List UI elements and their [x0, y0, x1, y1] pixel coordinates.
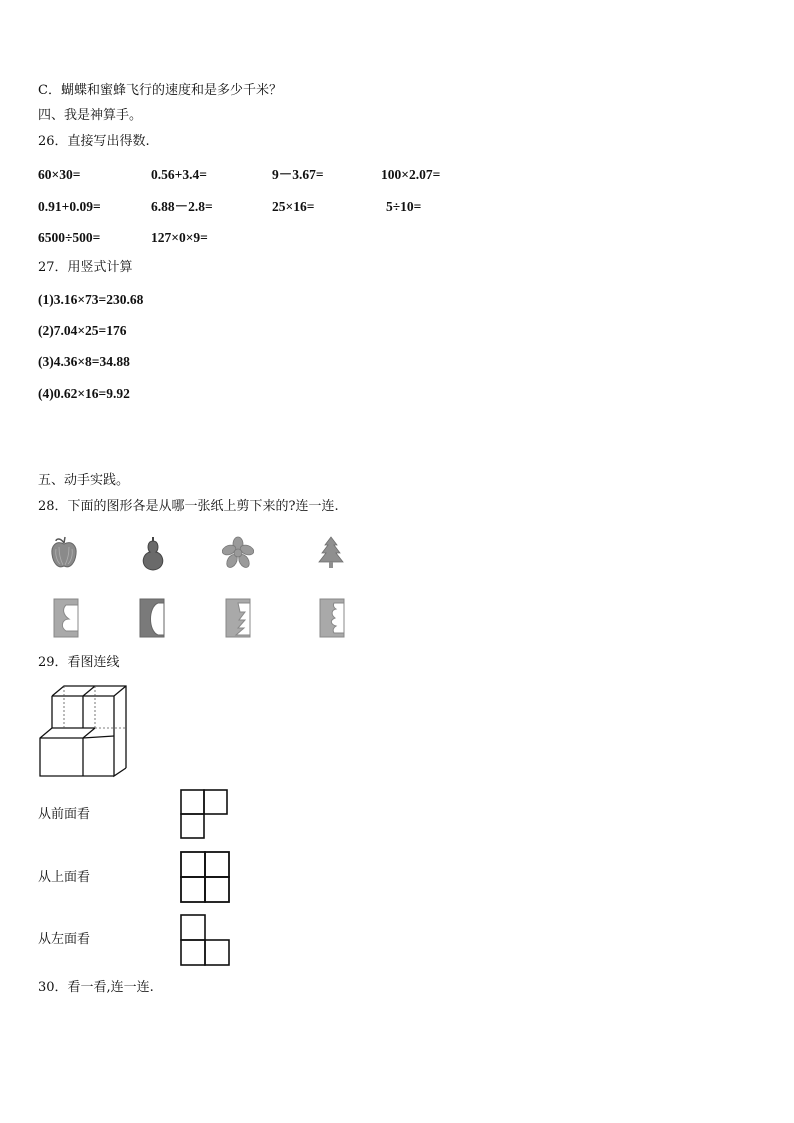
section-4-title: 四、我是神算手。 [38, 108, 143, 123]
front-view-grid [180, 789, 228, 839]
q26-item: 6500÷500= [38, 230, 101, 245]
q26-title: 26．直接写出得数. [38, 134, 150, 149]
tree-icon [316, 535, 346, 571]
flower-icon [222, 536, 254, 570]
q27-item: (2)7.04×25=176 [38, 323, 127, 338]
view-left-label: 从左面看 [38, 932, 91, 947]
view-front-label: 从前面看 [38, 807, 91, 822]
q26-item: 9－3.67= [272, 167, 324, 182]
q26-item: 6.88－2.8= [151, 199, 213, 214]
q26-item: 100×2.07= [381, 167, 441, 182]
q27-item: (1)3.16×73=230.68 [38, 292, 144, 307]
q26-item: 0.56+3.4= [151, 167, 207, 182]
cut-paper-1-icon [52, 597, 80, 639]
q26-item: 5÷10= [386, 199, 422, 214]
q27-title: 27．用竖式计算 [38, 260, 133, 275]
left-view-grid [180, 914, 230, 966]
q29-title: 29．看图连线 [38, 655, 120, 670]
q28-title: 28．下面的图形各是从哪一张纸上剪下来的?连一连. [38, 499, 339, 514]
q30-title: 30．看一看,连一连. [38, 980, 154, 995]
view-top-label: 从上面看 [38, 870, 91, 885]
q27-item: (3)4.36×8=34.88 [38, 354, 130, 369]
q26-item: 0.91+0.09= [38, 199, 101, 214]
section-5-title: 五、动手实践。 [38, 473, 130, 488]
apple-icon [50, 535, 78, 571]
q26-item: 25×16= [272, 199, 315, 214]
cut-paper-4-icon [318, 597, 346, 639]
cube-stack-figure [38, 684, 130, 780]
top-view-grid [180, 851, 230, 903]
q26-item: 60×30= [38, 167, 81, 182]
gourd-icon [138, 535, 168, 573]
cut-paper-3-icon [224, 597, 252, 639]
q27-item: (4)0.62×16=9.92 [38, 386, 130, 401]
c-question: C．蝴蝶和蜜蜂飞行的速度和是多少千米？ [38, 83, 282, 98]
cut-paper-2-icon [138, 597, 166, 639]
q26-item: 127×0×9= [151, 230, 208, 245]
